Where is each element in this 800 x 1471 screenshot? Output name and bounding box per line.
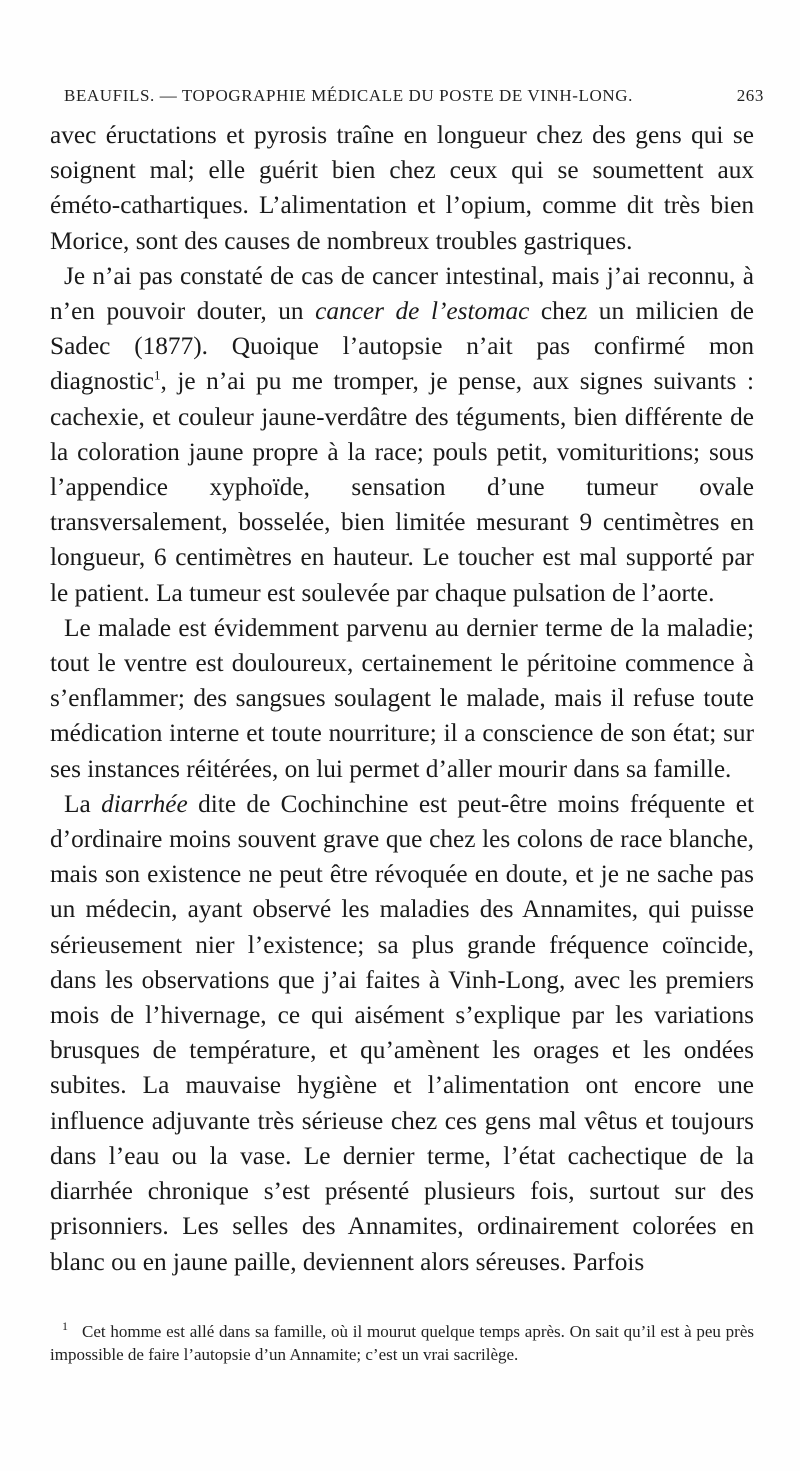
page-number: 263 [736, 86, 764, 105]
paragraph-text: dite de Cochinchine est peut-être moins fréquente et d’ordinaire moins souvent grave que chez les colons de race blanche, mais son existence ne peut être révoquée en doute, et je ne sache pas un médecin, ayant observé les maladies des Annamites, qui puisse sérieusement nier l’existence; sa plus grande fréquence coïncide, dans les observations que j’ai faites à Vinh-Long, avec les premiers mois de l’hivernage, ce qui aisément s’explique par les variations brusques de température, et qu’amènent les orages et les ondées subites. La mauvaise hygiène et l’alimentation ont encore une influence adjuvante très sérieuse chez ces gens mal vêtus et toujours dans l’eau ou la vase. Le dernier terme, l’état cachectique de la diarrhée chronique s’est présenté plusieurs fois, surtout sur des prisonniers. Les selles des Annamites, ordinairement colorées en blanc ou en jaune paille, deviennent alors séreuses. Parfois [50, 789, 754, 1276]
footnote [50, 1320, 754, 1366]
paragraph-text: Je n’ai pas constaté de cas de cancer intestinal, mais j’ai reconnu, à n’en pouvoir douter, un [50, 261, 754, 326]
footnote-text: Cet homme est allé dans sa famille, où il mourut quelque temps après. On sait qu’il est à peu près impossible de faire l’autopsie d’un Annamite; c’est un vrai sacrilège. [50, 1322, 754, 1364]
main-text [50, 118, 754, 1280]
paragraph-continuation: avec éructations et pyrosis traîne en longueur chez des gens qui se soignent mal; elle guérit bien chez ceux qui se soumettent aux éméto-cathartiques. L’alimentation et l’opium, comme dit très bien Morice, sont des causes de nombreux troubles gastriques. [50, 121, 754, 255]
italic-term-diarrhee: diarrhée [101, 789, 188, 818]
paragraph-malade: Le malade est évidemment parvenu au dernier terme de la maladie; tout le ventre est douloureux, certainement le péritoine commence à s’enflammer; des sangsues soulagent le malade, mais il refuse toute médication interne et toute nourriture; il a conscience de son état; sur ses instances réitérées, on lui permet d’aller mourir dans sa famille. [50, 613, 754, 783]
italic-term-cancer: cancer de l’estomac [315, 297, 530, 326]
paragraph-text: La [64, 789, 102, 818]
footnote-marker: 1 [62, 1319, 68, 1334]
footnote-reference: 1 [153, 368, 161, 383]
running-header [64, 86, 764, 106]
paragraph-cancer [50, 259, 754, 611]
paragraph-text: , je n’ai pu me tromper, je pense, aux signes suivants : cachexie, et couleur jaune-verdâtre des téguments, bien différente de la coloration jaune propre à la race; pouls petit, vomituritions; sous l’appendice xyphoïde, sensation d’une tumeur ovale transversalement, bosselée, bien limitée mesurant 9 centimètres en longueur, 6 centimètres en hauteur. Le toucher est mal supporté par le patient. La tumeur est soulevée par chaque pulsation de l’aorte. [50, 367, 754, 607]
paragraph-diarrhee [50, 787, 754, 1280]
paragraph-text: chez un milicien de Sadec (1877). Quoique l’autopsie n’ait pas confirmé mon diagnostic [50, 297, 754, 396]
running-title: BEAUFILS. — TOPOGRAPHIE MÉDICALE DU POSTE DE VINH-LONG. [64, 86, 633, 105]
